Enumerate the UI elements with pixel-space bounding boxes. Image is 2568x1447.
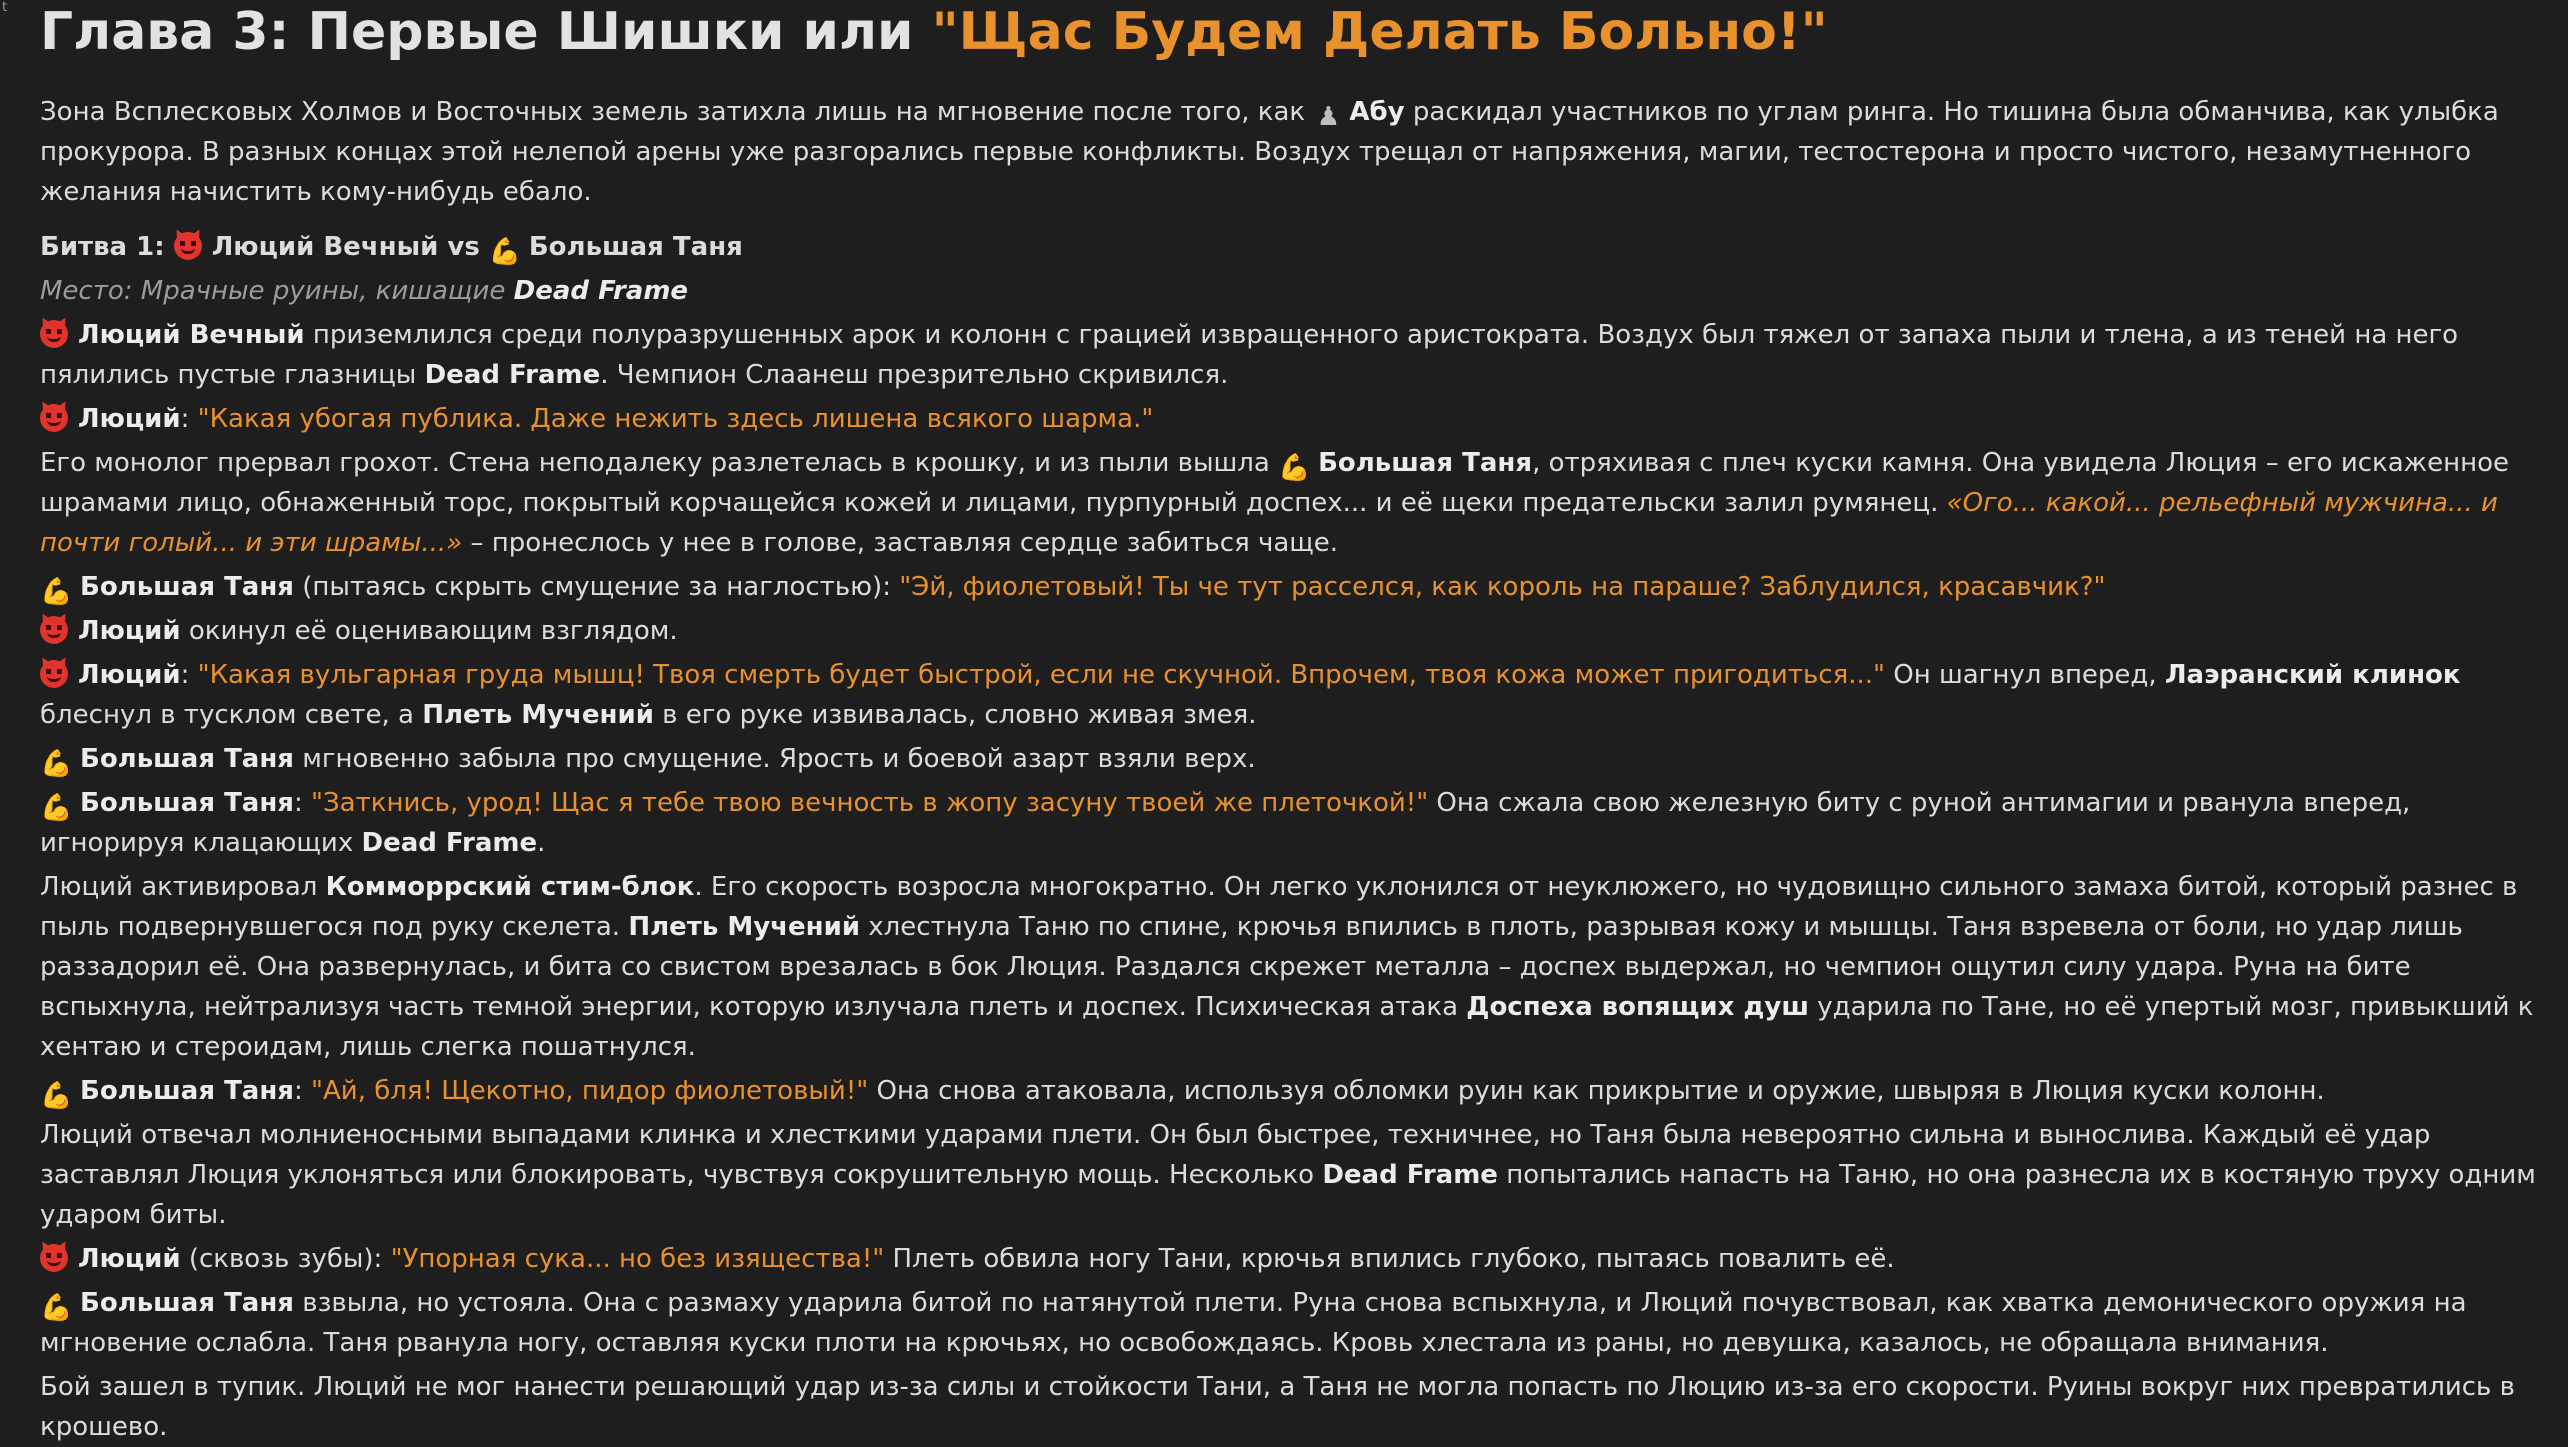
speaker-name: Большая Таня [80,788,295,818]
chapter-title-accent: "Щас Будем Делать Больно!" [931,2,1828,62]
fighter-2-name: Большая Таня [528,232,743,262]
statue-icon: ♟ [1316,102,1341,132]
paragraph-text: (пытаясь скрыть смущение за наглостью): [294,572,900,602]
speaker-name: Люций [78,404,181,434]
chapter-content [40,0,2540,1447]
bold-term: Dead Frame [361,828,538,858]
speaker-name: Люций [78,616,181,646]
battle-heading [40,227,2540,267]
bold-term: Плеть Мучений [628,912,861,942]
dialogue-quote: "Заткнись, урод! Щас я тебе твою вечность в жопу засуну твоей же плеточкой!" [311,788,1429,818]
devil-icon [40,660,68,688]
colon: : [294,788,312,818]
abu-name: Абу [1349,97,1405,127]
bold-term: Плеть Мучений [422,700,654,730]
bold-term: Комморрский стим-блок [325,872,695,902]
paragraph-text: блеснул в тусклом свете, а [40,700,423,730]
intro-paragraph [40,92,2540,212]
bold-term: Доспеха вопящих душ [1466,992,1809,1022]
dialogue-quote: "Какая убогая публика. Даже нежить здесь лишена всякого шарма." [197,404,1154,434]
paragraph-6 [40,655,2540,735]
paragraph-text: Люций активировал [40,872,326,902]
bold-term: Лаэранский клинок [2164,660,2461,690]
flexed-biceps-icon: 💪 [40,793,73,823]
speaker-name: Люций [78,1244,181,1274]
paragraph-text: Бой зашел в тупик. Люций не мог нанести решающий удар из-за силы и стойкости Тани, а Таня не могла попасть по Люцию из-за его скорости. Руины вокруг них превратились в крошево. [40,1372,2515,1442]
paragraph-text: Он шагнул вперед, [1884,660,2165,690]
paragraph-text: . [537,828,546,858]
paragraph-text: ударила по Тане, но её упертый мозг, привыкший к хентаю и стероидам, лишь слегка пошатнулся. [40,992,2534,1062]
colon: : [180,404,198,434]
speaker-name: Большая Таня [80,1288,295,1318]
paragraph-text: окинул её оценивающим взглядом. [180,616,678,646]
paragraph-13 [40,1283,2540,1363]
intro-text: Зона Всплесковых Холмов и Восточных земель затихла лишь на мгновение после того, как [40,97,1314,127]
paragraph-text: . Чемпион Слаанеш презрительно скривился. [600,360,1229,390]
paragraph-text: Люций отвечал молниеносными выпадами клинка и хлесткими ударами плети. Он был быстрее, техничнее, но Таня была невероятно сильна и вынослива. Каждый её удар заставлял Люция уклоняться или блокировать, чувствуя сокрушительную мощь. Несколько [40,1120,2431,1190]
speaker-name: Большая Таня [80,572,295,602]
paragraph-14 [40,1367,2540,1447]
location-bold: Dead Frame [513,276,689,306]
chapter-title-prefix: Глава 3: Первые Шишки или [40,2,932,62]
paragraph-text: (сквозь зубы): [180,1244,391,1274]
inner-thought-quote: «Ого... какой... рельефный мужчина... и почти голый... и эти шрамы...» [40,488,2498,558]
paragraph-text: попытались напасть на Таню, но она разнесла их в костяную труху одним ударом биты. [40,1160,2536,1230]
devil-icon [40,1244,68,1272]
flexed-biceps-icon: 💪 [40,577,73,607]
flexed-biceps-icon: 💪 [488,237,522,267]
paragraph-7 [40,739,2540,779]
paragraph-text: в его руке извивалась, словно живая змея. [653,700,1257,730]
flexed-biceps-icon: 💪 [40,1293,73,1323]
bold-term: Dead Frame [424,360,601,390]
chapter-title [40,0,2540,62]
paragraph-8 [40,783,2540,863]
colon: : [294,1076,312,1106]
paragraph-11 [40,1115,2540,1235]
paragraph-text: взвыла, но устояла. Она с размаху ударила битой по натянутой плети. Руна снова вспыхнула, и Люций почувствовал, как хватка демонического оружия на мгновение ослабла. Таня рванула ногу, оставляя куски плоти на крючьях, но освобождаясь. Кровь хлестала из раны, но девушка, казалось, не обращала внимания. [40,1288,2467,1358]
paragraph-text: Плеть обвила ногу Тани, крючья впились глубоко, пытаясь повалить её. [884,1244,1895,1274]
paragraph-4 [40,567,2540,607]
paragraph-text: Его монолог прервал грохот. Стена неподалеку разлетелась в крошку, и из пыли вышла [40,448,1279,478]
versus-label: vs [438,232,489,262]
dialogue-quote: "Упорная сука... но без изящества!" [390,1244,885,1274]
paragraph-text: . Его скорость возросла многократно. Он легко уклонился от неуклюжего, но чудовищно сильного замаха битой, который разнес в пыль подвернувшегося под руку скелета. [40,872,2518,942]
speaker-name: Люций [78,660,181,690]
flexed-biceps-icon: 💪 [40,749,73,779]
paragraph-1 [40,315,2540,395]
devil-icon [40,616,68,644]
paragraph-text: хлестнула Таню по спине, крючья впились в плоть, разрывая кожу и мышцы. Таня взревела от боли, но удар лишь раззадорил её. Она развернулась, и бита со свистом врезалась в бок Люция. Раздался скрежет металла – доспех выдержал, но чемпион ощутил силу удара. Руна на бите вспыхнула, нейтрализуя часть темной энергии, которую излучала плеть и доспех. Психическая атака [40,912,2463,1022]
fighter-1-name: Люций Вечный [211,232,439,262]
dialogue-quote: "Эй, фиолетовый! Ты че тут расселся, как король на параше? Заблудился, красавчик?" [899,572,2106,602]
dialogue-quote: "Какая вульгарная груда мышц! Твоя смерть будет быстрой, если не скучной. Впрочем, твоя кожа может пригодиться..." [197,660,1885,690]
battle-location [40,271,2540,311]
paragraph-3 [40,443,2540,563]
devil-icon [40,404,68,432]
flexed-biceps-icon: 💪 [40,1081,73,1111]
paragraph-text: Она сжала свою железную биту с руной антимагии и рванула вперед, игнорируя клацающих [40,788,2411,858]
paragraph-12 [40,1239,2540,1279]
devil-icon [40,320,68,348]
speaker-name: Люций Вечный [78,320,305,350]
location-text: Место: Мрачные руины, кишащие [40,276,514,306]
speaker-name: Большая Таня [80,1076,295,1106]
bold-term: Dead Frame [1322,1160,1498,1190]
dialogue-quote: "Ай, бля! Щекотно, пидор фиолетовый!" [311,1076,869,1106]
paragraph-2 [40,399,2540,439]
paragraph-9 [40,867,2540,1067]
speaker-name: Большая Таня [1318,448,1533,478]
paragraph-text: приземлился среди полуразрушенных арок и колонн с грацией извращенного аристократа. Воздух был тяжел от запаха пыли и тлена, а из теней на него пялились пустые глазницы [40,320,2459,390]
speaker-name: Большая Таня [80,744,295,774]
paragraph-text: Она снова атаковала, используя обломки руин как прикрытие и оружие, швыряя в Люция куски колонн. [868,1076,2325,1106]
paragraph-10 [40,1071,2540,1111]
paragraph-text: , отряхивая с плеч куски камня. Она увидела Люция – его искаженное шрамами лицо, обнаженный торс, покрытый корчащейся кожей и лицами, пурпурный доспех... и её щеки предательски залил румянец. [40,448,2509,518]
colon: : [180,660,198,690]
corner-mark: t [2,0,8,15]
paragraph-5 [40,611,2540,651]
flexed-biceps-icon: 💪 [1278,453,1311,483]
paragraph-text: – пронеслось у нее в голове, заставляя сердце забиться чаще. [462,528,1339,558]
battle-label: Битва 1: [40,232,174,262]
paragraph-text: мгновенно забыла про смущение. Ярость и боевой азарт взяли верх. [294,744,1256,774]
devil-icon [174,232,202,260]
intro-text-2: раскидал участников по углам ринга. Но тишина была обманчива, как улыбка прокурора. В разных концах этой нелепой арены уже разгорались первые конфликты. Воздух трещал от напряжения, магии, тестостерона и просто чистого, незамутненного желания начистить кому-нибудь ебало. [40,97,2499,207]
